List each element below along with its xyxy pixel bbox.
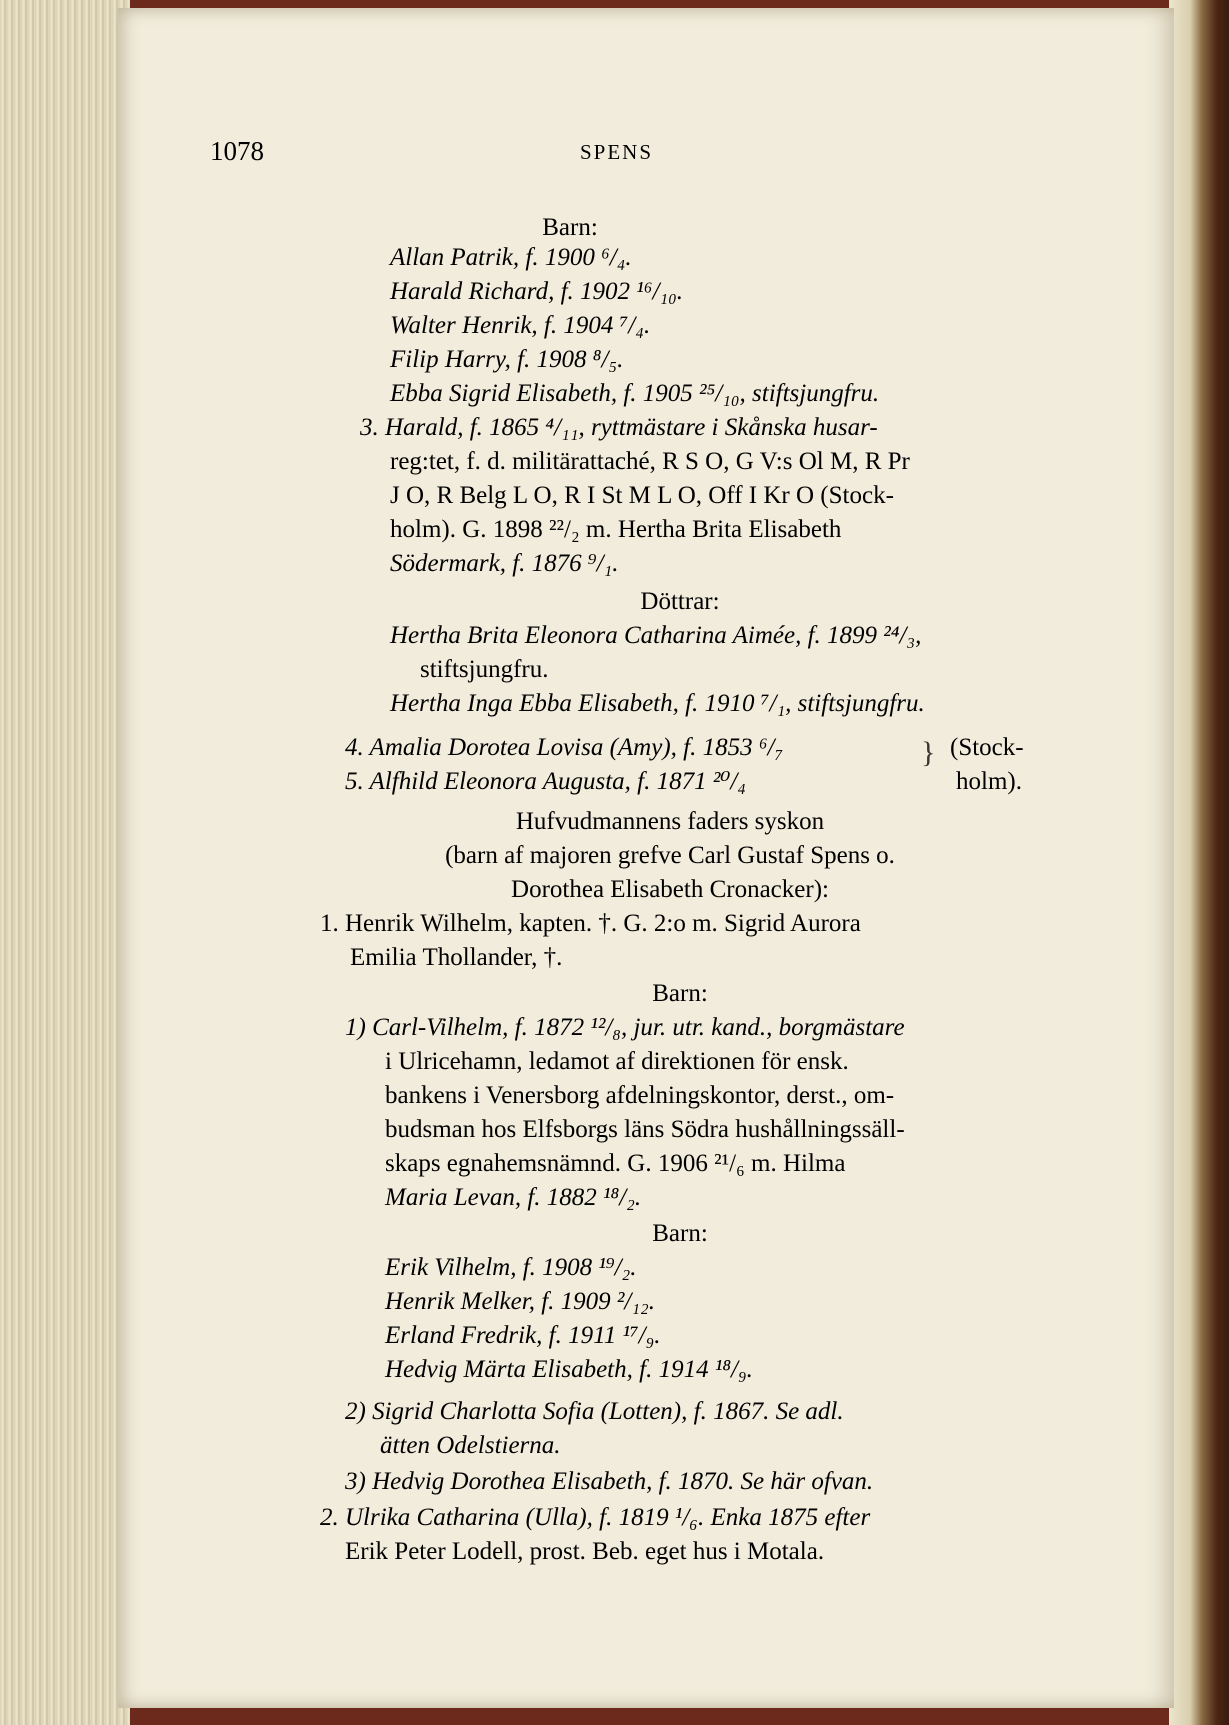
entry-line: (Stock- [950,734,1024,761]
page-number: 1078 [210,136,264,166]
entry-line: holm). [956,768,1022,795]
entry-line: 1) Carl-Vilhelm, f. 1872 ¹²/₈, jur. utr. kand., borgmästare [345,1014,905,1041]
page-header [210,136,1030,170]
section-heading: (barn af majoren grefve Carl Gustaf Spens o. [445,842,895,869]
entry-line: Södermark, f. 1876 ⁹/₁. [390,550,619,577]
section-heading-dottrar: Döttrar: [640,588,720,615]
entry-line: Erik Peter Lodell, prost. Beb. eget hus i Motala. [345,1538,825,1565]
entry-line: reg:tet, f. d. militärattaché, R S O, G V:s Ol M, R Pr [390,448,910,475]
entry-line: bankens i Venersborg afdelningskontor, derst., om- [385,1082,895,1109]
section-heading: Hufvudmannens faders syskon [515,808,825,835]
running-title: SPENS [580,140,654,164]
entry-line: 2. Ulrika Catharina (Ulla), f. 1819 ¹/₆. Enka 1875 efter [320,1504,871,1531]
entry-line: Maria Levan, f. 1882 ¹⁸/₂. [385,1184,642,1211]
entry-line: holm). G. 1898 ²²/₂ m. Hertha Brita Elisabeth [390,516,842,543]
entry-line: ätten Odelstierna. [380,1432,561,1459]
entry-line: Hertha Brita Eleonora Catharina Aimée, f. 1899 ²⁴/₃, [390,622,922,649]
entry-line: Henrik Melker, f. 1909 ²/₁₂. [385,1288,655,1315]
entry-line: 3) Hedvig Dorothea Elisabeth, f. 1870. Se här ofvan. [345,1468,874,1495]
bracket-glyph: } [921,736,936,769]
entry-line: budsman hos Elfsborgs läns Södra hushållningssäll- [385,1116,905,1143]
section-heading-barn: Barn: [652,980,708,1007]
entry-line: Erland Fredrik, f. 1911 ¹⁷/₉. [385,1322,661,1349]
entry-line: 3. Harald, f. 1865 ⁴/₁₁, ryttmästare i Skånska husar- [360,414,878,441]
entry-line: J O, R Belg L O, R I St M L O, Off I Kr O (Stock- [390,482,894,509]
entry-line: 2) Sigrid Charlotta Sofia (Lotten), f. 1867. Se adl. [345,1398,844,1425]
section-heading-barn: Barn: [652,1220,708,1247]
entry-line: Hertha Inga Ebba Elisabeth, f. 1910 ⁷/₁, stiftsjungfru. [390,690,925,717]
entry-line: Erik Vilhelm, f. 1908 ¹⁹/₂. [385,1254,637,1281]
entry-line: Emilia Thollander, †. [350,944,563,971]
entry-line: Filip Harry, f. 1908 ⁸/₅. [390,346,624,373]
section-heading: Dorothea Elisabeth Cronacker): [511,876,829,903]
entry-line: stiftsjungfru. [420,656,549,683]
entry-line: Harald Richard, f. 1902 ¹⁶/₁₀. [390,278,684,305]
entry-line: 1. Henrik Wilhelm, kapten. †. G. 2:o m. Sigrid Aurora [320,910,861,937]
entry-line: 4. Amalia Dorotea Lovisa (Amy), f. 1853 ⁶/₇ [345,734,784,761]
entry-line: skaps egnahemsnämnd. G. 1906 ²¹/₆ m. Hilma [385,1150,846,1177]
entry-line: Hedvig Märta Elisabeth, f. 1914 ¹⁸/₉. [385,1356,753,1383]
entry-line: 5. Alfhild Eleonora Augusta, f. 1871 ²⁰/₄ [345,768,746,795]
entry-line: i Ulricehamn, ledamot af direktionen för ensk. [385,1048,849,1075]
entry-line: Allan Patrik, f. 1900 ⁶/₄. [390,244,632,271]
entry-line: Walter Henrik, f. 1904 ⁷/₄. [390,312,651,339]
book-page-edges-left [0,0,130,1725]
entry-line: Ebba Sigrid Elisabeth, f. 1905 ²⁵/₁₀, stiftsjungfru. [390,380,880,407]
section-heading-barn: Barn: [542,214,598,241]
